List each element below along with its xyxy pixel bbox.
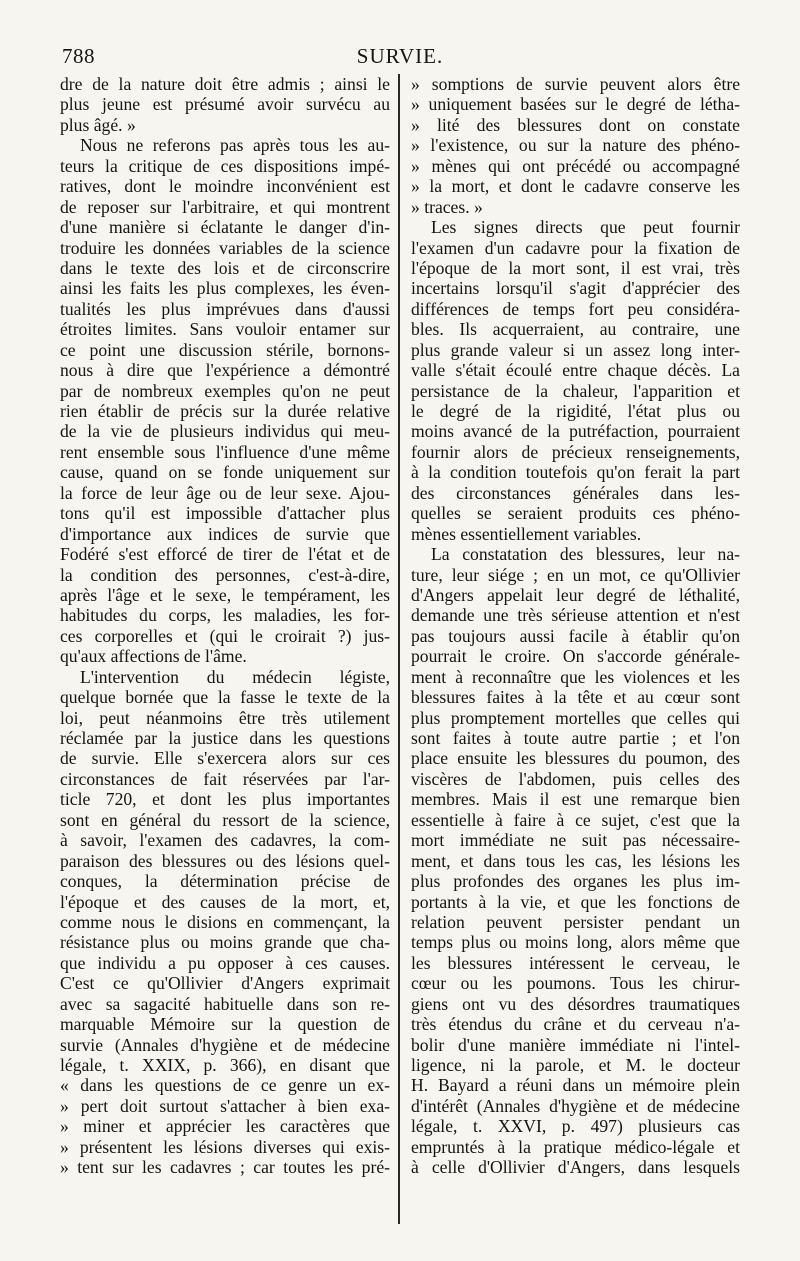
- text-line: bles. Ils acquerraient, au contraire, une: [411, 319, 740, 340]
- text-line: d'Angers appelait leur degré de léthalité,: [411, 584, 740, 605]
- text-line: Nous ne referons pas après tous les au-: [80, 135, 390, 156]
- text-line: ment à reconnaître que les violences et les: [411, 666, 740, 687]
- text-line: paraison des blessures ou des lésions quel-: [60, 850, 390, 871]
- text-line: d'intérêt (Annales d'hygiène et de médecine: [411, 1095, 740, 1116]
- text-line: de reposer sur l'arbitraire, et qui montrent: [60, 196, 390, 217]
- text-line: incertains lorsqu'il s'agit d'apprécier des: [411, 278, 740, 299]
- text-line: résistance plus ou moins grande que cha-: [60, 932, 390, 953]
- text-line: la condition des personnes, c'est-à-dire,: [60, 564, 390, 585]
- text-line: » uniquement basées sur le degré de létha-: [411, 94, 740, 115]
- text-line: nous à dire que l'expérience a démontré: [60, 360, 390, 381]
- text-line: circonstances de fait réservées par l'ar-: [60, 768, 390, 789]
- text-line: Fodéré s'est efforcé de tirer de l'état et de: [60, 544, 390, 565]
- text-line: à savoir, l'examen des cadavres, la com-: [60, 830, 390, 851]
- text-line: tualités les plus imprévues dans d'aussi: [60, 298, 390, 319]
- text-line: ture, leur siége ; en un mot, ce qu'Ollivier: [411, 564, 740, 585]
- text-line: » l'existence, ou sur la nature des phéno-: [411, 135, 740, 156]
- running-head: SURVIE.: [356, 44, 444, 68]
- text-line: » miner et apprécier les caractères que: [60, 1116, 390, 1137]
- text-line: rent ensemble sous l'influence d'une même: [60, 441, 390, 462]
- text-line: demande une très sérieuse attention et n'est: [411, 605, 740, 626]
- text-line: ce point une discussion stérile, bornons-: [60, 339, 390, 360]
- text-line: valle s'était écoulé entre chaque décès. La: [411, 360, 740, 381]
- page-header: [60, 44, 740, 74]
- text-line: les blessures intéressent le cerveau, le: [411, 952, 740, 973]
- text-line: tons qu'il est impossible d'attacher plus: [60, 503, 390, 524]
- text-line: ces corporelles et (qui le croirait ?) jus-: [60, 625, 390, 646]
- text-line: loi, peut néanmoins être très utilement: [60, 707, 390, 728]
- text-line: étroites limites. Sans vouloir entamer sur: [60, 319, 390, 340]
- text-line: plus promptement mortelles que celles qui: [411, 707, 740, 728]
- text-line: portants à la vie, et que les fonctions de: [411, 891, 740, 912]
- text-line: La constatation des blessures, leur na-: [431, 544, 740, 565]
- text-line: quelles se seraient produits ces phéno-: [411, 503, 740, 524]
- text-line: survie (Annales d'hygiène et de médecine: [60, 1034, 390, 1055]
- text-line: plus âgé. »: [60, 114, 136, 135]
- text-line: l'examen d'un cadavre pour la fixation de: [411, 237, 740, 258]
- text-line: » la mort, et dont le cadavre conserve les: [411, 176, 740, 197]
- text-line: l'époque et des causes de la mort, et,: [60, 891, 390, 912]
- text-line: par de nombreux exemples qu'on ne peut: [60, 380, 390, 401]
- text-line: ticle 720, et dont les plus importantes: [60, 789, 390, 810]
- text-line: quelque bornée que la fasse le texte de la: [60, 687, 390, 708]
- text-line: L'intervention du médecin légiste,: [80, 666, 390, 687]
- page-number: 788: [62, 44, 95, 68]
- text-line: ratives, dont le moindre inconvénient est: [60, 176, 390, 197]
- text-line: le degré de la rigidité, l'état plus ou: [411, 401, 740, 421]
- text-line: moins avancé de la putréfaction, pourraient: [411, 421, 740, 442]
- text-line: ment, et dans tous les cas, les lésions les: [411, 850, 740, 871]
- text-line: bolir d'une manière immédiate ni l'intel-: [411, 1034, 740, 1055]
- text-line: essentielle à faire à ce sujet, c'est que la: [411, 809, 740, 830]
- text-line: sont en général du ressort de la science,: [60, 809, 390, 830]
- text-line: qu'aux affections de l'âme.: [60, 646, 247, 667]
- text-line: temps plus ou moins long, alors même que: [411, 932, 740, 953]
- text-line: blessures faites à la tête et au cœur sont: [411, 687, 740, 708]
- text-line: des circonstances générales dans les-: [411, 482, 740, 503]
- text-line: place ensuite les blessures du poumon, des: [411, 748, 740, 769]
- text-line: pourrait le croire. On s'accorde générale-: [411, 646, 740, 667]
- text-line: la force de leur âge ou de leur sexe. Ajou-: [60, 482, 390, 503]
- text-line: » somptions de survie peuvent alors être: [411, 74, 740, 94]
- text-line: avec sa sagacité habituelle dans son re-: [60, 993, 390, 1014]
- text-line: Les signes directs que peut fournir: [431, 217, 740, 238]
- text-line: de survie. Elle s'exercera alors sur ces: [60, 748, 390, 769]
- text-line: de la vie de plusieurs individus qui meu-: [60, 421, 390, 442]
- text-line: d'importance aux indices de survie que: [60, 523, 390, 544]
- text-line: différences de temps fort peu considéra-: [411, 298, 740, 319]
- text-line: plus profondes des organes les plus im-: [411, 871, 740, 892]
- text-line: rien établir de précis sur la durée relative: [60, 401, 390, 421]
- text-line: cœur ou les poumons. Tous les chirur-: [411, 973, 740, 994]
- text-line: teurs la critique de ces dispositions impé-: [60, 155, 390, 176]
- text-line: mènes essentiellement variables.: [411, 523, 642, 544]
- column-divider: [398, 74, 400, 1224]
- text-line: l'époque de la mort sont, il est vrai, très: [411, 257, 740, 278]
- text-line: persistance de la chaleur, l'apparition et: [411, 380, 740, 401]
- text-line: à la condition toutefois qu'on ferait la part: [411, 462, 740, 483]
- text-line: C'est ce qu'Ollivier d'Angers exprimait: [60, 973, 390, 994]
- text-line: fournir alors de précieux renseignements,: [411, 441, 740, 462]
- text-line: habitudes du corps, les maladies, les for-: [60, 605, 390, 626]
- text-line: membres. Mais il est une remarque bien: [411, 789, 740, 810]
- text-line: viscères de l'abdomen, puis celles des: [411, 768, 740, 789]
- text-line: d'une manière si éclatante le danger d'in-: [60, 217, 390, 238]
- text-line: réclamée par la justice dans les questions: [60, 728, 390, 748]
- text-line: giens ont vu des désordres traumatiques: [411, 993, 740, 1014]
- right-column: [411, 74, 740, 1178]
- text-line: à celle d'Ollivier d'Angers, dans lesquels: [411, 1157, 740, 1178]
- text-line: plus jeune est présumé avoir survécu au: [60, 94, 390, 115]
- text-line: ainsi les faits les plus complexes, les éven-: [60, 278, 390, 299]
- text-line: après l'âge et le sexe, le tempérament, les: [60, 584, 390, 605]
- text-line: ligence, ni la parole, et M. le docteur: [411, 1055, 740, 1075]
- text-line: légale, t. XXIX, p. 366), en disant que: [60, 1055, 390, 1075]
- text-line: « dans les questions de ce genre un ex-: [60, 1075, 390, 1096]
- text-line: » présentent les lésions diverses qui exis-: [60, 1136, 390, 1157]
- left-column: [60, 74, 390, 1178]
- text-line: plus grande valeur si un assez long inter-: [411, 339, 740, 360]
- text-line: très étendus du crâne et du cerveau n'a-: [411, 1014, 740, 1035]
- text-line: » mènes qui ont précédé ou accompagné: [411, 155, 740, 176]
- text-line: » lité des blessures dont on constate: [411, 114, 740, 135]
- text-line: relation peuvent persister pendant un: [411, 911, 740, 932]
- text-line: que individu a pu opposer à ces causes.: [60, 952, 390, 973]
- text-line: H. Bayard a réuni dans un mémoire plein: [411, 1075, 740, 1096]
- text-line: troduire les données variables de la science: [60, 237, 390, 258]
- text-line: » pert doit surtout s'attacher à bien exa-: [60, 1095, 390, 1116]
- text-line: » traces. »: [411, 196, 483, 217]
- text-line: cause, quand on se fonde uniquement sur: [60, 462, 390, 483]
- text-line: marquable Mémoire sur la question de: [60, 1014, 390, 1035]
- text-line: empruntés à la pratique médico-légale et: [411, 1136, 740, 1157]
- text-line: légale, t. XXVI, p. 497) plusieurs cas: [411, 1116, 740, 1137]
- text-line: mort immédiate ne suit pas nécessaire-: [411, 830, 740, 851]
- text-line: » tent sur les cadavres ; car toutes les pré-: [60, 1157, 390, 1178]
- text-line: comme nous le disions en commençant, la: [60, 911, 390, 932]
- text-line: conques, la détermination précise de: [60, 871, 390, 892]
- text-line: sont faites à toute autre partie ; et l'on: [411, 728, 740, 748]
- text-line: dans le texte des lois et de circonscrire: [60, 257, 390, 278]
- text-line: dre de la nature doit être admis ; ainsi le: [60, 74, 390, 94]
- text-line: pas toujours aussi facile à établir qu'on: [411, 625, 740, 646]
